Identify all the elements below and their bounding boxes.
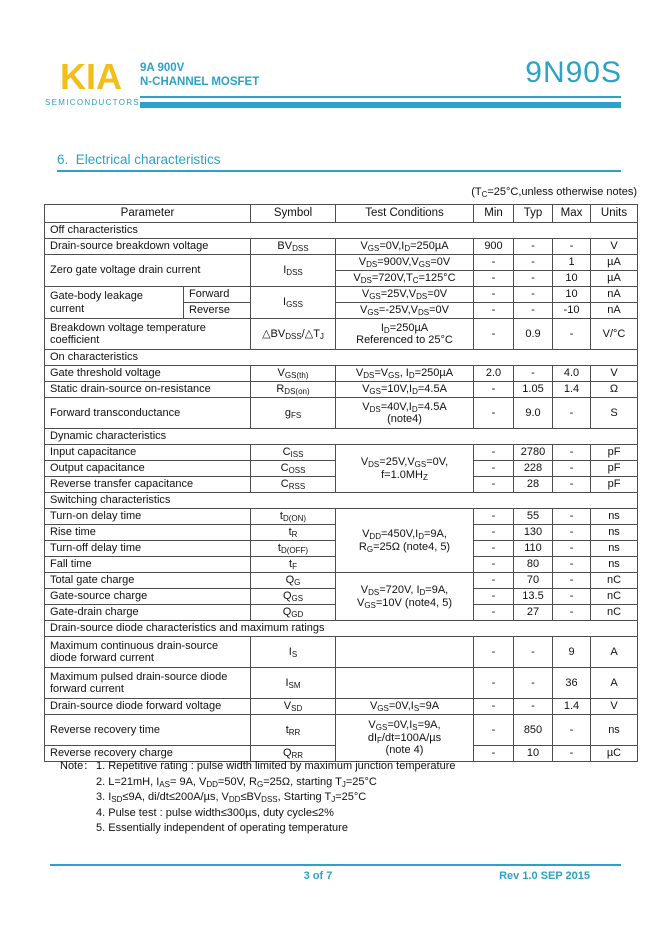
table-cell: 9	[553, 637, 591, 668]
table-cell: -	[474, 605, 514, 621]
table-cell: -	[553, 715, 591, 746]
table-section-label: Drain-source diode characteristics and maximum ratings	[45, 621, 638, 637]
table-cell: 850	[514, 715, 553, 746]
table-cell: 110	[514, 541, 553, 557]
table-cell: 228	[514, 461, 553, 477]
table-cell: $I_S$	[251, 637, 336, 668]
table-cell: 27	[514, 605, 553, 621]
table-cell: V/°C	[591, 319, 638, 350]
table-cell: nC	[591, 573, 638, 589]
table-cell: Reverse recovery time	[45, 715, 251, 746]
logo-subtext: SEMICONDUCTORS	[45, 98, 140, 107]
table-cell: $V_{GS}=0V,I_S=9A$, $dI_F/dt=100A/\mu s$ (note 4)	[336, 715, 474, 762]
table-cell: 80	[514, 557, 553, 573]
table-header-cell: Test Conditions	[336, 205, 474, 223]
section-title: 6. Electrical characteristics	[57, 152, 621, 172]
table-cell: nC	[591, 589, 638, 605]
table-cell: -	[553, 605, 591, 621]
table-cell: -	[553, 477, 591, 493]
table-cell: 36	[553, 668, 591, 699]
table-section-row	[45, 429, 638, 445]
table-cell: $V_{DS}=25V,V_{GS}=0V$, $f=1.0MH_Z$	[336, 445, 474, 493]
footer-rule	[50, 864, 621, 866]
table-cell: S	[591, 398, 638, 429]
table-cell: -	[553, 557, 591, 573]
table-cell: -	[553, 509, 591, 525]
table-cell: pF	[591, 477, 638, 493]
table-row	[45, 715, 638, 746]
table-cell: Output capacitance	[45, 461, 251, 477]
table-cell: -	[474, 637, 514, 668]
table-cell: nA	[591, 303, 638, 319]
note-list	[96, 759, 456, 837]
table-cell: $t_{D(ON)}$	[251, 509, 336, 525]
table-cell: $I_{DSS}$	[251, 255, 336, 287]
table-cell: $Q_{RR}$	[251, 746, 336, 762]
table-cell: A	[591, 637, 638, 668]
note-item: 1. Repetitive rating : pulse width limited by maximum junction temperature	[96, 760, 456, 772]
table-cell: $V_{DS}=720V$, $I_D=9A$, $V_{GS}=10V$ (note4, 5)	[336, 573, 474, 621]
table-header-cell: Symbol	[251, 205, 336, 223]
table-cell: -	[474, 477, 514, 493]
table-section-row	[45, 493, 638, 509]
table-cell: 10	[553, 271, 591, 287]
table-row	[45, 319, 638, 350]
table-cell: Turn-off delay time	[45, 541, 251, 557]
table-section-label: On characteristics	[45, 350, 638, 366]
table-cell: µA	[591, 271, 638, 287]
table-cell: -	[514, 239, 553, 255]
table-cell: -	[474, 271, 514, 287]
table-cell: $t_{RR}$	[251, 715, 336, 746]
characteristics-table	[44, 204, 638, 762]
table-header-cell: Parameter	[45, 205, 251, 223]
table-cell: 1.4	[553, 382, 591, 398]
table-row	[45, 699, 638, 715]
table-cell: -	[553, 319, 591, 350]
note-label: Note：	[60, 760, 95, 772]
table-cell: Gate-drain charge	[45, 605, 251, 621]
note-item: 5. Essentially independent of operating temperature	[96, 822, 348, 834]
table-cell: 13.5	[514, 589, 553, 605]
table-cell: -	[474, 398, 514, 429]
table-cell: Reverse recovery charge	[45, 746, 251, 762]
table-cell: -	[514, 366, 553, 382]
table-section-row	[45, 621, 638, 637]
table-cell: $t_F$	[251, 557, 336, 573]
table-cell: -	[474, 303, 514, 319]
table-cell: $V_{DS}=900V,V_{GS}=0V$	[336, 255, 474, 271]
table-cell: V	[591, 366, 638, 382]
table-cell: 130	[514, 525, 553, 541]
note-item: 4. Pulse test : pulse width≤300µs, duty cycle≤2%	[96, 806, 334, 819]
table-cell: -	[514, 287, 553, 303]
table-cell: -	[553, 746, 591, 762]
table-cell: -	[553, 461, 591, 477]
table-header-cell: Max	[553, 205, 591, 223]
table-cell: -	[553, 541, 591, 557]
table-cell: V	[591, 239, 638, 255]
table-cell: -	[474, 319, 514, 350]
table-header-cell: Min	[474, 205, 514, 223]
part-number: 9N90S	[525, 56, 622, 89]
table-cell: 1	[553, 255, 591, 271]
table-cell: Maximum pulsed drain-source diode forward current	[45, 668, 251, 699]
table-cell: pF	[591, 461, 638, 477]
table-row	[45, 445, 638, 461]
table-cell: Fall time	[45, 557, 251, 573]
table-row	[45, 287, 638, 303]
table-cell: $Q_{GS}$	[251, 589, 336, 605]
footer-page-number: 3 of 7	[303, 870, 333, 882]
table-cell: $V_{GS}=25V,V_{DS}=0V$	[336, 287, 474, 303]
table-cell: 900	[474, 239, 514, 255]
table-cell: Reverse	[184, 303, 251, 319]
table-cell: $Q_{GD}$	[251, 605, 336, 621]
table-cell: 0.9	[514, 319, 553, 350]
table-cell: -	[474, 699, 514, 715]
table-row	[45, 509, 638, 525]
table-cell: ns	[591, 509, 638, 525]
table-cell: $C_{OSS}$	[251, 461, 336, 477]
table-cell: -	[553, 573, 591, 589]
table-cell: -	[553, 445, 591, 461]
table-cell: Drain-source breakdown voltage	[45, 239, 251, 255]
table-cell: $g_{FS}$	[251, 398, 336, 429]
table-cell: 28	[514, 477, 553, 493]
table-wrapper	[44, 204, 638, 762]
product-rating: 9A 900V	[140, 62, 185, 74]
table-cell	[336, 668, 474, 699]
table-section-label: Off characteristics	[45, 223, 638, 239]
table-cell: Gate-body leakage current	[45, 287, 184, 319]
table-cell: -	[514, 699, 553, 715]
table-row	[45, 668, 638, 699]
header-rule-thick	[140, 102, 621, 108]
note-item: 3. $I_{SD}\le 9A$, di/dt≤200A/µs, $V_{DD}\le BV_{DSS}$, Starting $T_J=25^\circ C$	[96, 791, 367, 804]
table-cell: $V_{GS}=0V,I_D=250\mu A$	[336, 239, 474, 255]
table-cell: -	[474, 746, 514, 762]
table-cell: -	[553, 589, 591, 605]
note-item: 2. L=21mH, $I_{AS}= 9A$, $V_{DD}=50V$, $R_G=25\Omega$, starting $T_J=25^\circ C$	[96, 775, 377, 789]
table-cell: Maximum continuous drain-source diode forward current	[45, 637, 251, 668]
table-cell: -	[474, 255, 514, 271]
table-cell: $I_{SM}$	[251, 668, 336, 699]
table-cell: -	[474, 715, 514, 746]
product-info	[140, 61, 259, 89]
table-cell: Turn-on delay time	[45, 509, 251, 525]
table-cell: -	[514, 255, 553, 271]
table-cell: $I_{GSS}$	[251, 287, 336, 319]
table-cell: Rise time	[45, 525, 251, 541]
kia-logo: KIA	[60, 56, 122, 97]
table-cell	[336, 637, 474, 668]
table-cell: -	[553, 239, 591, 255]
table-cell: Static drain-source on-resistance	[45, 382, 251, 398]
table-cell: -	[514, 668, 553, 699]
table-cell: -	[474, 461, 514, 477]
table-row	[45, 573, 638, 589]
table-cell: $V_{GS}=0V,I_S=9A$	[336, 699, 474, 715]
table-cell: $V_{SD}$	[251, 699, 336, 715]
table-cell: $t_R$	[251, 525, 336, 541]
table-cell: Reverse transfer capacitance	[45, 477, 251, 493]
table-header-row	[45, 205, 638, 223]
table-cell: nA	[591, 287, 638, 303]
table-cell: 70	[514, 573, 553, 589]
test-condition-note: ($T_C=25^\circ C,unless$ otherwise notes)	[471, 186, 637, 199]
table-cell: $C_{RSS}$	[251, 477, 336, 493]
table-cell: $V_{DD}=450V,I_D=9A$, $R_G=25\Omega$ (note4, 5)	[336, 509, 474, 573]
table-cell: $\triangle BV_{DSS}/\triangle T_J$	[251, 319, 336, 350]
table-cell: -	[514, 271, 553, 287]
product-type: N-CHANNEL MOSFET	[140, 76, 260, 88]
table-cell: -	[474, 557, 514, 573]
table-cell: -10	[553, 303, 591, 319]
table-cell: $Q_G$	[251, 573, 336, 589]
table-cell: $BV_{DSS}$	[251, 239, 336, 255]
footer-revision: Rev 1.0 SEP 2015	[499, 870, 590, 882]
table-cell: µC	[591, 746, 638, 762]
table-cell: Gate-source charge	[45, 589, 251, 605]
table-cell: 10	[514, 746, 553, 762]
table-cell: $V_{GS}=-25V,V_{DS}=0V$	[336, 303, 474, 319]
table-section-label: Switching characteristics	[45, 493, 638, 509]
table-cell: Gate threshold voltage	[45, 366, 251, 382]
table-cell: $V_{GS}=10V,I_D=4.5A$	[336, 382, 474, 398]
table-cell: Ω	[591, 382, 638, 398]
table-cell: 1.4	[553, 699, 591, 715]
table-cell: ns	[591, 715, 638, 746]
table-header-cell: Units	[591, 205, 638, 223]
table-row	[45, 398, 638, 429]
table-row	[45, 637, 638, 668]
table-cell: ns	[591, 525, 638, 541]
table-cell: ns	[591, 541, 638, 557]
table-cell: nC	[591, 605, 638, 621]
table-cell: $V_{DS}=40V,I_D=4.5A$ (note4)	[336, 398, 474, 429]
table-cell: ns	[591, 557, 638, 573]
table-cell: µA	[591, 255, 638, 271]
table-cell: -	[553, 525, 591, 541]
table-cell: -	[514, 303, 553, 319]
table-cell: V	[591, 699, 638, 715]
table-cell: -	[474, 445, 514, 461]
table-cell: -	[474, 668, 514, 699]
table-cell: 2.0	[474, 366, 514, 382]
table-cell: -	[474, 509, 514, 525]
table-section-label: Dynamic characteristics	[45, 429, 638, 445]
table-cell: $C_{ISS}$	[251, 445, 336, 461]
table-row	[45, 255, 638, 271]
table-cell: -	[474, 589, 514, 605]
table-row	[45, 382, 638, 398]
header-rule-thin	[140, 96, 621, 98]
table-cell: Drain-source diode forward voltage	[45, 699, 251, 715]
table-cell: 55	[514, 509, 553, 525]
table-row	[45, 366, 638, 382]
table-section-row	[45, 223, 638, 239]
table-cell: pF	[591, 445, 638, 461]
table-header-cell: Typ	[514, 205, 553, 223]
table-cell: Input capacitance	[45, 445, 251, 461]
table-cell: Zero gate voltage drain current	[45, 255, 251, 287]
table-row	[45, 239, 638, 255]
table-cell: Total gate charge	[45, 573, 251, 589]
logo-block	[45, 56, 140, 107]
table-cell: A	[591, 668, 638, 699]
table-cell: 10	[553, 287, 591, 303]
table-cell: -	[514, 637, 553, 668]
table-cell: $V_{GS(th)}$	[251, 366, 336, 382]
table-cell: $I_D=250\mu A$ Referenced to 25°C	[336, 319, 474, 350]
table-cell: -	[474, 287, 514, 303]
table-cell: 1.05	[514, 382, 553, 398]
table-cell: -	[474, 525, 514, 541]
notes-block	[60, 759, 456, 837]
table-cell: Forward transconductance	[45, 398, 251, 429]
table-cell: 9.0	[514, 398, 553, 429]
table-cell: -	[474, 541, 514, 557]
table-cell: -	[474, 382, 514, 398]
table-cell: -	[474, 573, 514, 589]
table-cell: $V_{DS}=V_{GS}$, $I_D=250\mu A$	[336, 366, 474, 382]
table-cell: -	[553, 398, 591, 429]
table-cell: $t_{D(OFF)}$	[251, 541, 336, 557]
table-cell: 2780	[514, 445, 553, 461]
table-cell: 4.0	[553, 366, 591, 382]
table-cell: $V_{DS}=720V,T_C=125^\circ C$	[336, 271, 474, 287]
table-cell: $R_{DS(on)}$	[251, 382, 336, 398]
table-section-row	[45, 350, 638, 366]
table-cell: Breakdown voltage temperature coefficient	[45, 319, 251, 350]
table-cell: Forward	[184, 287, 251, 303]
